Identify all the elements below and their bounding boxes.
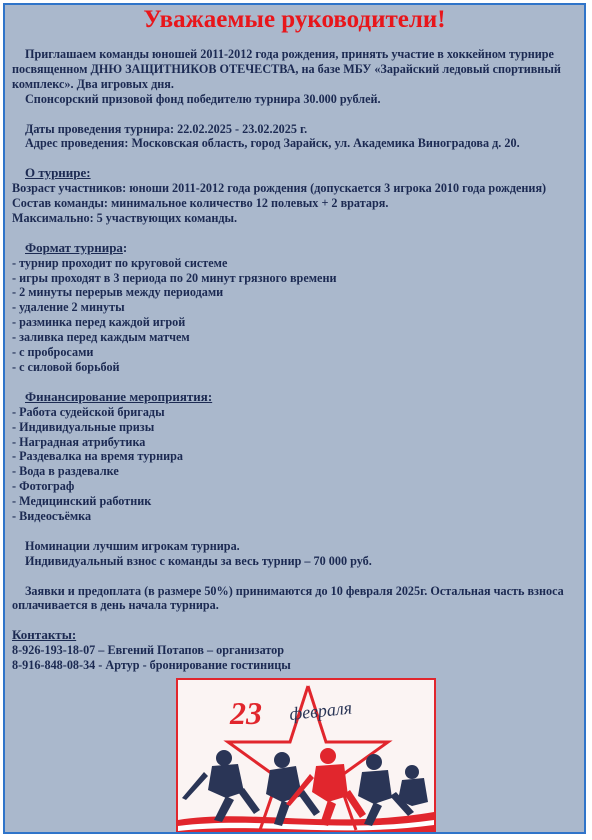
format-heading-row xyxy=(12,241,582,256)
format-item: - заливка перед каждым матчем xyxy=(12,330,190,345)
contact-line: 8-916-848-08-34 - Артур - бронирование гостиницы xyxy=(12,658,291,673)
announcement-frame xyxy=(3,3,586,834)
poster-month: февраля xyxy=(288,697,353,724)
about-heading: О турнире: xyxy=(25,165,91,181)
finance-item: - Видеосъёмка xyxy=(12,509,92,524)
finance-heading: Финансирование мероприятия: xyxy=(25,388,213,404)
format-heading-colon: : xyxy=(122,239,128,255)
format-item: - турнир проходит по круговой системе xyxy=(12,255,228,270)
format-item: - игры проходят в 3 периода по 20 минут грязного времени xyxy=(12,270,337,285)
contacts-heading: Контакты: xyxy=(12,627,77,643)
format-item: - с силовой борьбой xyxy=(12,359,120,374)
applications-text: Заявки и предоплата (в размере 50%) принимаются до 10 февраля 2025г. Остальная часть взноса оплачивается в день начала турнира. xyxy=(12,583,564,613)
poster-illustration xyxy=(178,680,434,834)
about-line: Состав команды: минимальное количество 12 полевых + 2 вратаря. xyxy=(12,196,389,211)
february-23-poster xyxy=(176,678,436,834)
finance-item: - Фотограф xyxy=(12,479,75,494)
format-item: - удаление 2 минуты xyxy=(12,300,125,315)
intro-prize: Спонсорский призовой фонд победителю турнира 30.000 рублей. xyxy=(25,91,381,106)
page-title: Уважаемые руководители! xyxy=(143,6,446,33)
intro-invitation: Приглашаем команды юношей 2011-2012 года рождения, принять участие в хоккейном турнире посвященном ДНЮ ЗАЩИТНИКОВ ОТЕЧЕСТВА, на базе МБУ «Зарайский ледовый спортивный комплекс». Два игровых дня. xyxy=(12,47,561,91)
finance-item: - Индивидуальные призы xyxy=(12,419,155,434)
about-line: Максимально: 5 участвующих команды. xyxy=(12,210,238,225)
format-item: - с пробросами xyxy=(12,345,94,360)
format-heading: Формат турнира xyxy=(25,239,123,255)
tournament-address: Адрес проведения: Московская область, город Зарайск, ул. Академика Виноградова д. 20. xyxy=(25,136,520,151)
format-item: - 2 минуты перерыв между периодами xyxy=(12,285,224,300)
about-line: Возраст участников: юноши 2011-2012 года рождения (допускается 3 игрока 2010 года рождения) xyxy=(12,181,547,196)
announcement-body xyxy=(12,43,582,673)
hockey-players-icon xyxy=(182,748,428,826)
finance-item: - Вода в раздевалке xyxy=(12,464,119,479)
nominations-text: Номинации лучшим игрокам турнира. xyxy=(25,538,240,553)
poster-day: 23 xyxy=(230,695,262,731)
format-item: - разминка перед каждой игрой xyxy=(12,315,186,330)
finance-item: - Раздевалка на время турнира xyxy=(12,449,183,464)
finance-item: - Работа судейской бригады xyxy=(12,404,165,419)
contact-line: 8-926-193-18-07 – Евгений Потапов – организатор xyxy=(12,643,285,658)
finance-item: - Медицинский работник xyxy=(12,494,152,509)
finance-item: - Наградная атрибутика xyxy=(12,434,146,449)
entry-fee-text: Индивидуальный взнос с команды за весь турнир – 70 000 руб. xyxy=(25,553,372,568)
tournament-dates: Даты проведения турнира: 22.02.2025 - 23.02.2025 г. xyxy=(25,121,308,136)
